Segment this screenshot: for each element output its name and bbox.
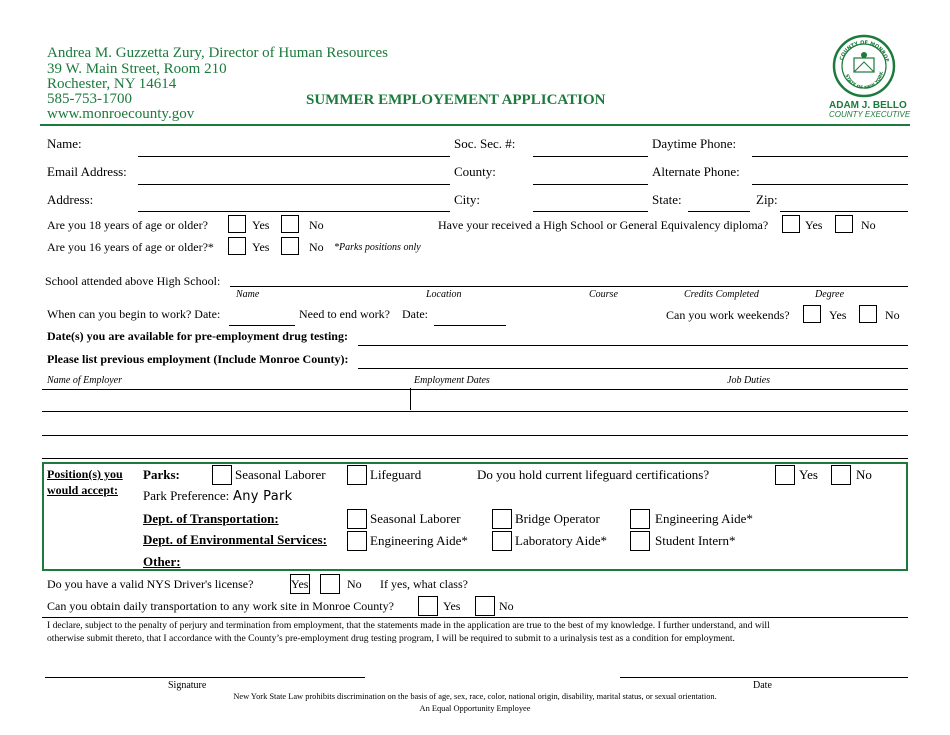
- weekends-question: Can you work weekends?: [666, 308, 790, 322]
- student-intern-label: Student Intern*: [655, 533, 736, 548]
- emp-col-dates: Employment Dates: [414, 375, 490, 386]
- age-16-question: Are you 16 years of age or older?*: [47, 240, 214, 254]
- other-label: Other:: [143, 554, 181, 569]
- student-intern-checkbox[interactable]: [630, 531, 650, 551]
- lifeguard-cert-yes-label: Yes: [799, 467, 818, 482]
- dot-label: Dept. of Transportation:: [143, 511, 279, 526]
- footer-eoe: An Equal Opportunity Employee: [419, 704, 531, 713]
- zip-input[interactable]: [780, 211, 908, 212]
- daily-transport-yes-label: Yes: [443, 599, 461, 613]
- weekends-yes-label: Yes: [829, 308, 847, 322]
- emp-col-duties: Job Duties: [727, 375, 771, 386]
- age-18-yes-label: Yes: [252, 218, 270, 232]
- city-label: City:: [454, 192, 481, 207]
- des-engineering-aide-checkbox[interactable]: [347, 531, 367, 551]
- weekends-no-label: No: [885, 308, 900, 322]
- license-question: Do you have a valid NYS Driver's license?: [47, 577, 254, 591]
- des-label: Dept. of Environmental Services:: [143, 532, 327, 547]
- declaration-divider: [42, 617, 908, 618]
- county-seal-logo: [832, 34, 896, 98]
- daily-transport-no-label: No: [499, 599, 514, 613]
- age-16-no-checkbox[interactable]: [281, 237, 299, 255]
- daily-transport-question: Can you obtain daily transportation to any work site in Monroe County?: [47, 599, 394, 613]
- daytime-phone-label: Daytime Phone:: [652, 136, 737, 151]
- park-preference-label: Park Preference:: [143, 488, 230, 503]
- employment-col-divider: [410, 388, 411, 410]
- name-input[interactable]: [138, 156, 450, 157]
- declaration-line2: otherwise submit thereto, that I accordance with the County’s pre-employment drug testing program, I will be required to submit to a urinalysis test as a condition for employment.: [47, 633, 735, 644]
- bridge-operator-checkbox[interactable]: [492, 509, 512, 529]
- ssn-input[interactable]: [533, 156, 648, 157]
- footer-nondiscrimination: New York State Law prohibits discrimination on the basis of age, sex, race, color, national origin, disability, marital status, or sexual orientation.: [233, 692, 717, 701]
- laboratory-aide-checkbox[interactable]: [492, 531, 512, 551]
- lifeguard-cert-yes-checkbox[interactable]: [775, 465, 795, 485]
- parks-label: Parks:: [143, 467, 180, 482]
- school-col-degree: Degree: [815, 289, 845, 300]
- dot-seasonal-laborer-checkbox[interactable]: [347, 509, 367, 529]
- signature-label: Signature: [168, 680, 207, 691]
- website[interactable]: www.monroecounty.gov: [47, 106, 195, 122]
- end-date-input[interactable]: [434, 325, 506, 326]
- signature-input[interactable]: [45, 677, 365, 678]
- school-col-course: Course: [589, 289, 618, 300]
- diploma-yes-label: Yes: [805, 218, 823, 232]
- city-state-zip: Rochester, NY 14614: [47, 76, 177, 92]
- phone-number: 585-753-1700: [47, 91, 132, 107]
- city-input[interactable]: [533, 211, 648, 212]
- daily-transport-yes-checkbox[interactable]: [418, 596, 438, 616]
- school-col-credits: Credits Completed: [684, 289, 759, 300]
- daytime-phone-input[interactable]: [752, 156, 908, 157]
- address-input[interactable]: [138, 211, 450, 212]
- declaration-line1: I declare, subject to the penalty of perjury and termination from employment, that the statements made in the application are true to the best of my knowledge. I further understand, and will: [47, 620, 770, 631]
- bridge-operator-label: Bridge Operator: [515, 511, 600, 526]
- positions-label-line1: Position(s) you: [47, 467, 123, 481]
- dot-engineering-aide-label: Engineering Aide*: [655, 511, 753, 526]
- lifeguard-checkbox[interactable]: [347, 465, 367, 485]
- park-preference-value[interactable]: Any Park: [233, 489, 293, 504]
- street-address: 39 W. Main Street, Room 210: [47, 61, 227, 77]
- page-title: SUMMER EMPLOYEMENT APPLICATION: [306, 92, 606, 108]
- weekends-yes-checkbox[interactable]: [803, 305, 821, 323]
- prev-employment-input[interactable]: [358, 368, 908, 369]
- parks-only-note: *Parks positions only: [334, 242, 421, 253]
- daily-transport-no-checkbox[interactable]: [475, 596, 495, 616]
- school-col-location: Location: [426, 289, 462, 300]
- age-18-no-checkbox[interactable]: [281, 215, 299, 233]
- seal-text-top: COUNTY OF MONROE: [838, 39, 890, 63]
- age-18-question: Are you 18 years of age or older?: [47, 218, 208, 232]
- school-input[interactable]: [230, 286, 908, 287]
- alternate-phone-input[interactable]: [752, 184, 908, 185]
- dot-seasonal-laborer-label: Seasonal Laborer: [370, 511, 461, 526]
- email-input[interactable]: [138, 184, 450, 185]
- age-16-yes-label: Yes: [252, 240, 270, 254]
- county-executive-title: COUNTY EXECUTIVE: [829, 110, 911, 119]
- school-col-name: Name: [236, 289, 260, 300]
- county-executive-name: ADAM J. BELLO: [829, 100, 907, 111]
- laboratory-aide-label: Laboratory Aide*: [515, 533, 608, 548]
- svg-text:STATE OF NEW YORK: [844, 71, 885, 91]
- county-input[interactable]: [533, 184, 648, 185]
- director-name: Andrea M. Guzzetta Zury, Director of Human Resources: [47, 45, 388, 61]
- county-label: County:: [454, 164, 496, 179]
- age-16-no-label: No: [309, 240, 324, 254]
- address-label: Address:: [47, 192, 94, 207]
- license-no-label: No: [347, 577, 362, 591]
- ssn-label: Soc. Sec. #:: [454, 136, 516, 151]
- des-engineering-aide-label: Engineering Aide*: [370, 533, 468, 548]
- employment-row-2[interactable]: [42, 411, 908, 412]
- header-divider: [40, 124, 910, 126]
- diploma-question: Have your received a High School or General Equivalency diploma?: [438, 218, 769, 232]
- lifeguard-cert-no-label: No: [856, 467, 872, 482]
- drug-test-input[interactable]: [358, 345, 908, 346]
- alternate-phone-label: Alternate Phone:: [652, 164, 740, 179]
- license-no-checkbox[interactable]: [320, 574, 340, 594]
- license-class-label: If yes, what class?: [380, 577, 468, 591]
- diploma-no-checkbox[interactable]: [835, 215, 853, 233]
- age-18-yes-checkbox[interactable]: [228, 215, 246, 233]
- dot-engineering-aide-checkbox[interactable]: [630, 509, 650, 529]
- age-16-yes-checkbox[interactable]: [228, 237, 246, 255]
- emp-col-employer: Name of Employer: [47, 375, 122, 386]
- begin-date-input[interactable]: [229, 325, 295, 326]
- date-input[interactable]: [620, 677, 908, 678]
- state-label: State:: [652, 192, 682, 207]
- end-date-label: Date:: [402, 307, 428, 321]
- lifeguard-cert-no-checkbox[interactable]: [831, 465, 851, 485]
- begin-work-label: When can you begin to work? Date:: [47, 307, 221, 321]
- employment-row-1[interactable]: [42, 389, 908, 390]
- parks-seasonal-laborer-checkbox[interactable]: [212, 465, 232, 485]
- zip-label: Zip:: [756, 192, 778, 207]
- email-label: Email Address:: [47, 164, 127, 179]
- parks-seasonal-laborer-label: Seasonal Laborer: [235, 467, 326, 482]
- state-input[interactable]: [688, 211, 750, 212]
- school-label: School attended above High School:: [45, 274, 221, 288]
- lifeguard-label: Lifeguard: [370, 467, 422, 482]
- date-label: Date: [753, 680, 772, 691]
- age-18-no-label: No: [309, 218, 324, 232]
- license-yes-label: Yes: [291, 577, 309, 591]
- employment-row-4[interactable]: [42, 458, 908, 459]
- diploma-yes-checkbox[interactable]: [782, 215, 800, 233]
- prev-employment-label: Please list previous employment (Include Monroe County):: [47, 352, 349, 366]
- lifeguard-cert-question: Do you hold current lifeguard certifications?: [477, 467, 710, 482]
- employment-row-3[interactable]: [42, 435, 908, 436]
- end-work-label: Need to end work?: [299, 307, 390, 321]
- weekends-no-checkbox[interactable]: [859, 305, 877, 323]
- name-label: Name:: [47, 136, 82, 151]
- drug-test-label: Date(s) you are available for pre-employment drug testing:: [47, 329, 348, 343]
- seal-text-bottom: STATE OF NEW YORK: [843, 71, 885, 92]
- positions-label-line2: would accept:: [47, 483, 118, 497]
- diploma-no-label: No: [861, 218, 876, 232]
